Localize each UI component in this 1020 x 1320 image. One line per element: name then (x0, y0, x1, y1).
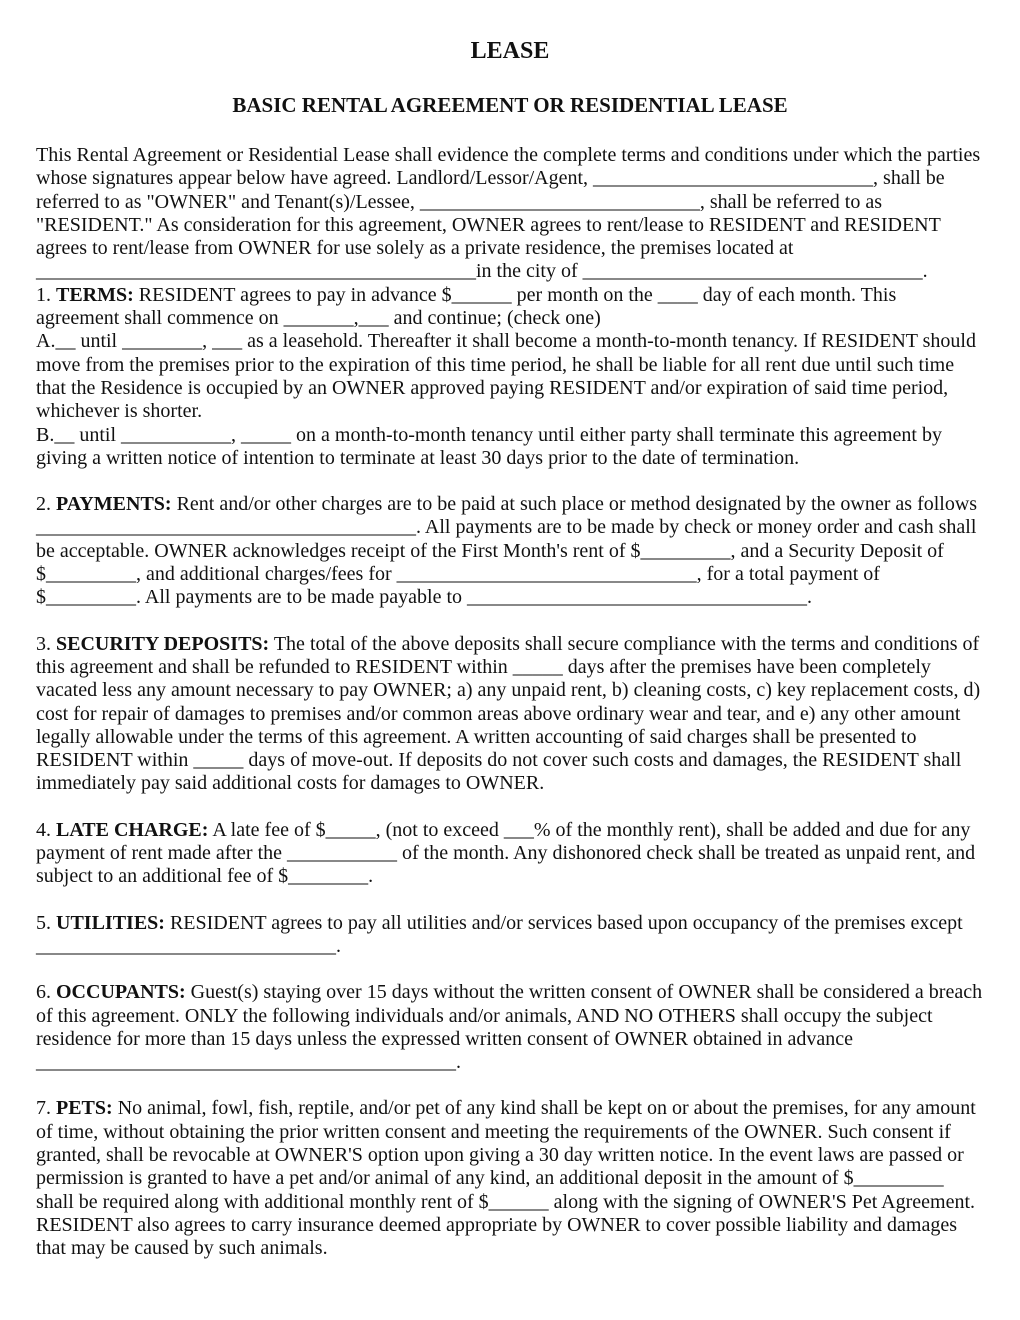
section-text: RESIDENT agrees to pay in advance $______ per month on the ____ day of each month. This agreement shall commence on _______,___ and continue; (check one) (36, 283, 897, 330)
section-text: Guest(s) staying over 15 days without the written consent of OWNER shall be considered a breach of this agreement. ONLY the following individuals and/or animals, AND NO OTHERS shall occupy the subject residence for more than 15 days unless the expressed written consent of OWNER obtained in advance __________________________________________. (36, 981, 983, 1074)
document-title: LEASE (470, 38, 550, 64)
section-text: RESIDENT agrees to pay all utilities and/or services based upon occupancy of the premises except ______________________________. (36, 911, 963, 957)
section-payments (36, 493, 984, 609)
section-text: Rent and/or other charges are to be paid at such place or method designated by the owner as follows ______________________________________. All payments are to be made by check or money order and cash shall be acceptable. OWNER acknowledges receipt of the First Month's rent of $_________, and a Security Deposit of $_________, and additional charges/fees for ______________________________, for a total payment of $_________. All payments are to be made payable to __________________________________. (36, 493, 978, 609)
section-number: 3. (36, 632, 51, 655)
section-heading: TERMS: (56, 283, 134, 306)
section-pets (36, 1097, 984, 1260)
section-heading: SECURITY DEPOSITS: (56, 632, 270, 655)
section-occupants (36, 981, 984, 1074)
intro-paragraph: This Rental Agreement or Residential Lease shall evidence the complete terms and conditions under which the parties whose signatures appear below have agreed. Landlord/Lessor/Agent, ____________________________, shall be referred to as "OWNER" and Tenant(s)/Lessee, ____________________________, shall be referred to as "RESIDENT." As consideration for this agreement, OWNER agrees to rent/lease to RESIDENT and RESIDENT agrees to rent/lease from OWNER for use solely as a private residence, the premises located at ____________________________________________in the city of __________________________________. (36, 144, 981, 283)
section-utilities (36, 912, 984, 959)
terms-clause-b: B.__ until ___________, _____ on a month-to-month tenancy until either party shall terminate this agreement by giving a written notice of intention to terminate at least 30 days prior to the date of termination. (36, 423, 942, 469)
section-terms-lead (36, 284, 984, 331)
section-text: No animal, fowl, fish, reptile, and/or pet of any kind shall be kept on or about the premises, for any amount of time, without obtaining the prior written consent and meeting the requirements of the OWNER. Such consent if granted, shall be revocable at OWNER'S option upon giving a 30 day written notice. In the event laws are passed or permission is granted to have a pet and/or animal of any kind, an additional deposit in the amount of $_________ shall be required along with additional monthly rent of $______ along with the signing of OWNER'S Pet Agreement. RESIDENT also agrees to carry insurance deemed appropriate by OWNER to cover possible liability and damages that may be caused by such animals. (36, 1097, 976, 1260)
section-heading: UTILITIES: (56, 911, 165, 934)
section-payments-lead (36, 493, 984, 609)
section-heading: LATE CHARGE: (56, 818, 209, 841)
terms-clause-a: A.__ until ________, ___ as a leasehold. Thereafter it shall become a month-to-month tenancy. If RESIDENT should move from the premises prior to the expiration of this time period, he shall be liable for all rent due until such time that the Residence is occupied by an OWNER approved paying RESIDENT and/or expiration of said time period, whichever is shorter. (36, 330, 976, 423)
section-terms (36, 284, 984, 470)
section-late-charge (36, 819, 984, 889)
section-number: 7. (36, 1097, 51, 1120)
section-heading: PETS: (56, 1097, 113, 1120)
section-security-deposits (36, 633, 984, 796)
section-number: 6. (36, 981, 51, 1004)
section-number: 1. (36, 283, 51, 306)
section-pets-lead (36, 1097, 984, 1260)
section-heading: PAYMENTS: (56, 493, 172, 516)
section-number: 5. (36, 911, 51, 934)
section-security-deposits-lead (36, 633, 984, 796)
section-occupants-lead (36, 981, 984, 1074)
section-utilities-lead (36, 912, 984, 959)
section-number: 2. (36, 493, 51, 516)
document-subtitle: BASIC RENTAL AGREEMENT OR RESIDENTIAL LEASE (232, 93, 788, 117)
section-heading: OCCUPANTS: (56, 981, 186, 1004)
section-late-charge-lead (36, 819, 984, 889)
section-text: A late fee of $_____, (not to exceed ___% of the monthly rent), shall be added and due for any payment of rent made after the ___________ of the month. Any dishonored check shall be treated as unpaid rent, and subject to an additional fee of $________. (36, 818, 976, 888)
section-number: 4. (36, 818, 51, 841)
section-text: The total of the above deposits shall secure compliance with the terms and conditions of this agreement and shall be refunded to RESIDENT within _____ days after the premises have been completely vacated less any amount necessary to pay OWNER; a) any unpaid rent, b) cleaning costs, c) key replacement costs, d) cost for repair of damages to premises and/or common areas above ordinary wear and tear, and e) any other amount legally allowable under the terms of this agreement. A written accounting of said charges shall be presented to RESIDENT within _____ days of move-out. If deposits do not cover such costs and damages, the RESIDENT shall immediately pay said additional costs for damages to OWNER. (36, 632, 981, 795)
